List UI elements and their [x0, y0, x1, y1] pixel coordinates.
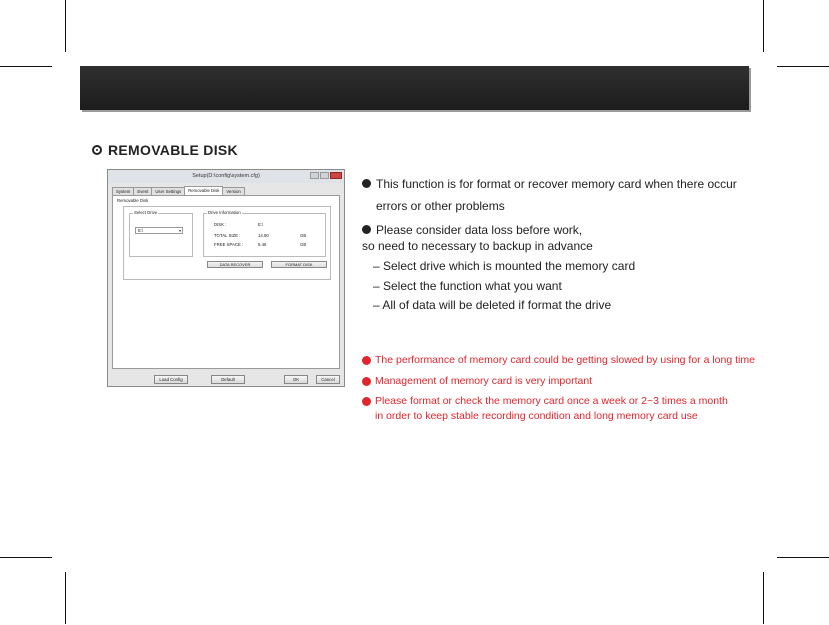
tab-user-settings[interactable]: User Settings — [151, 187, 185, 196]
warning-dot-icon — [362, 356, 371, 365]
removable-disk-panel — [112, 195, 340, 369]
select-drive-group — [129, 210, 193, 257]
chevron-down-icon: ▾ — [178, 228, 181, 233]
crop-mark-bottom-left — [65, 572, 66, 624]
warning-item — [362, 374, 762, 389]
bullet-dot-icon — [362, 225, 371, 234]
format-disk-button[interactable]: FORMAT DISK — [271, 261, 327, 268]
drive-information-label: Drive Information — [208, 210, 241, 215]
default-button[interactable]: Default — [211, 375, 245, 384]
crop-mark-top-right-h — [777, 66, 829, 67]
warning-line: Please format or check the memory card once a week or 2~3 times a month — [375, 395, 728, 407]
warning-dot-icon — [362, 397, 371, 406]
setup-dialog — [107, 169, 345, 387]
tab-version[interactable]: Version — [222, 187, 244, 196]
bullet-line: This function is for format or recover memory card when there occur — [376, 177, 737, 191]
free-space-unit: GB — [300, 242, 307, 247]
total-size-value: 14.90 — [258, 233, 269, 238]
crop-mark-top-right — [763, 0, 764, 52]
warning-line: in order to keep stable recording condition and long memory card use — [375, 410, 698, 422]
section-title-text: REMOVABLE DISK — [108, 142, 238, 158]
drive-select-value: E:\ — [138, 228, 144, 233]
bullet-line: Please consider data loss before work, — [376, 223, 583, 237]
total-size-label: TOTAL SIZE : — [214, 233, 241, 238]
free-space-label: FREE SPACE : — [214, 242, 244, 247]
disk-value: E:\ — [258, 222, 264, 227]
drive-information-group — [203, 210, 326, 257]
removable-disk-group — [123, 206, 331, 280]
crop-mark-bottom-right-h — [777, 557, 829, 558]
bullet-line: errors or other problems — [376, 199, 505, 213]
bullet-dot-icon — [362, 179, 371, 188]
crop-mark-bottom-left-h — [0, 557, 52, 558]
warning-item — [362, 353, 762, 368]
bullet-item — [362, 222, 742, 254]
warning-item — [362, 394, 762, 424]
target-circle-icon — [92, 145, 102, 155]
warning-line: The performance of memory card could be getting slowed by using for a long time — [375, 354, 755, 366]
crop-mark-bottom-right — [763, 572, 764, 624]
crop-mark-top-left — [65, 0, 66, 52]
section-title — [92, 142, 238, 158]
close-button[interactable] — [330, 172, 342, 179]
disk-label: DISK : — [214, 222, 227, 227]
panel-label: Removable Disk — [117, 198, 149, 203]
tab-removable-disk[interactable]: Removable Disk — [184, 186, 223, 196]
dialog-titlebar — [108, 170, 344, 183]
tab-system[interactable]: System — [112, 187, 134, 196]
free-space-value: 5.46 — [258, 242, 267, 247]
total-size-unit: GB — [300, 233, 307, 238]
header-bar — [80, 66, 749, 110]
step-item: – Select drive which is mounted the memory card — [373, 259, 636, 273]
load-config-button[interactable]: Load Config — [154, 375, 188, 384]
select-drive-label: Select Drive — [134, 210, 158, 215]
data-recover-button[interactable]: DATA RECOVER — [207, 261, 263, 268]
step-item: – All of data will be deleted if format the drive — [373, 298, 612, 312]
warning-dot-icon — [362, 377, 371, 386]
cancel-button[interactable]: Cancel — [316, 375, 340, 384]
maximize-button[interactable] — [320, 172, 329, 179]
drive-select[interactable] — [135, 227, 183, 234]
tab-event[interactable]: Event — [133, 187, 152, 196]
bullet-line: so need to necessary to backup in advance — [362, 239, 593, 253]
step-item: – Select the function what you want — [373, 279, 562, 293]
bullet-item — [362, 175, 742, 216]
warning-line: Management of memory card is very important — [375, 375, 593, 387]
minimize-button[interactable] — [310, 172, 319, 179]
dialog-title: Setup(D:\config\system.cfg) — [192, 173, 260, 179]
window-controls — [310, 172, 342, 179]
ok-button[interactable]: OK — [284, 375, 308, 384]
crop-mark-top-left-h — [0, 66, 52, 67]
